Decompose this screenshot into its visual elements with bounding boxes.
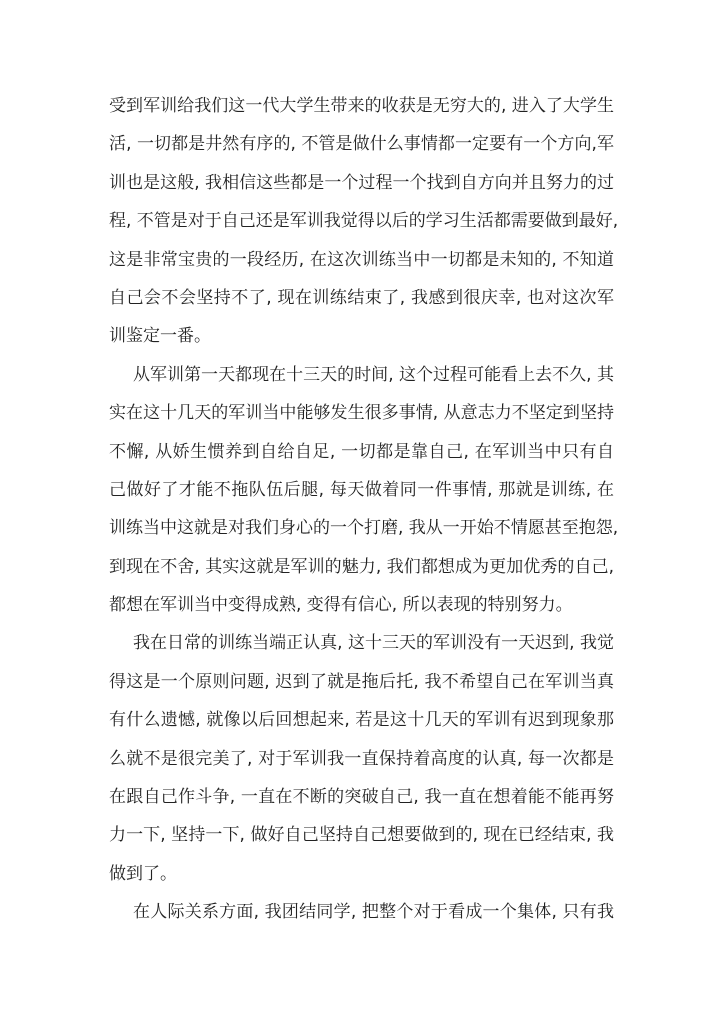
text-line: 活, 一切都是井然有序的, 不管是做什么事情都一定要有一个方向,军 — [109, 134, 614, 155]
paragraph-3 — [109, 624, 614, 893]
text-line: 训鉴定一番。 — [109, 326, 211, 347]
text-line: 自己会不会坚持不了, 现在训练结束了, 我感到很庆幸, 也对这次军 — [109, 287, 614, 308]
text-line: 实在这十几天的军训当中能够发生很多事情, 从意志力不坚定到坚持 — [109, 403, 614, 424]
text-line: 有什么遗憾, 就像以后回想起来, 若是这十几天的军训有迟到现象那 — [109, 710, 614, 731]
text-line: 训练当中这就是对我们身心的一个打磨, 我从一开始不情愿甚至抱怨, — [109, 518, 619, 539]
text-line: 到现在不舍, 其实这就是军训的魅力, 我们都想成为更加优秀的自己, — [109, 556, 614, 577]
paragraph-2 — [109, 356, 619, 625]
text-line: 不懈, 从娇生惯养到自给自足, 一切都是靠自己, 在军训当中只有自 — [109, 441, 614, 462]
text-line: 训也是这般, 我相信这些都是一个过程一个找到自方向并且努力的过 — [109, 172, 614, 193]
text-line: 得这是一个原则问题, 迟到了就是拖后托, 我不希望自己在军训当真 — [109, 671, 614, 692]
text-line: 力一下, 坚持一下, 做好自己坚持自己想要做到的, 现在已经结束, 我 — [109, 825, 614, 846]
text-line: 程, 不管是对于自己还是军训我觉得以后的学习生活都需要做到最好, — [109, 211, 619, 232]
document-body — [109, 87, 619, 932]
text-line: 在跟自己作斗争, 一直在不断的突破自己, 我一直在想着能不能再努 — [109, 787, 614, 808]
text-line: 都想在军训当中变得成熟, 变得有信心, 所以表现的特别努力。 — [109, 595, 573, 616]
text-line: 做到了。 — [109, 863, 177, 884]
text-line: 么就不是很完美了, 对于军训我一直保持着高度的认真, 每一次都是 — [109, 748, 614, 769]
text-line: 在人际关系方面, 我团结同学, 把整个对于看成一个集体, 只有我 — [133, 902, 614, 923]
text-line: 受到军训给我们这一代大学生带来的收获是无穷大的, 进入了大学生 — [109, 96, 614, 116]
text-line: 这是非常宝贵的一段经历, 在这次训练当中一切都是未知的, 不知道 — [109, 249, 614, 270]
text-line: 己做好了才能不拖队伍后腿, 每天做着同一件事情, 那就是训练, 在 — [109, 479, 614, 500]
paragraph-1 — [109, 87, 619, 356]
text-line: 我在日常的训练当端正认真, 这十三天的军训没有一天迟到, 我觉 — [133, 633, 614, 654]
paragraph-4 — [109, 893, 614, 931]
text-line: 从军训第一天都现在十三天的时间, 这个过程可能看上去不久, 其 — [133, 364, 614, 385]
